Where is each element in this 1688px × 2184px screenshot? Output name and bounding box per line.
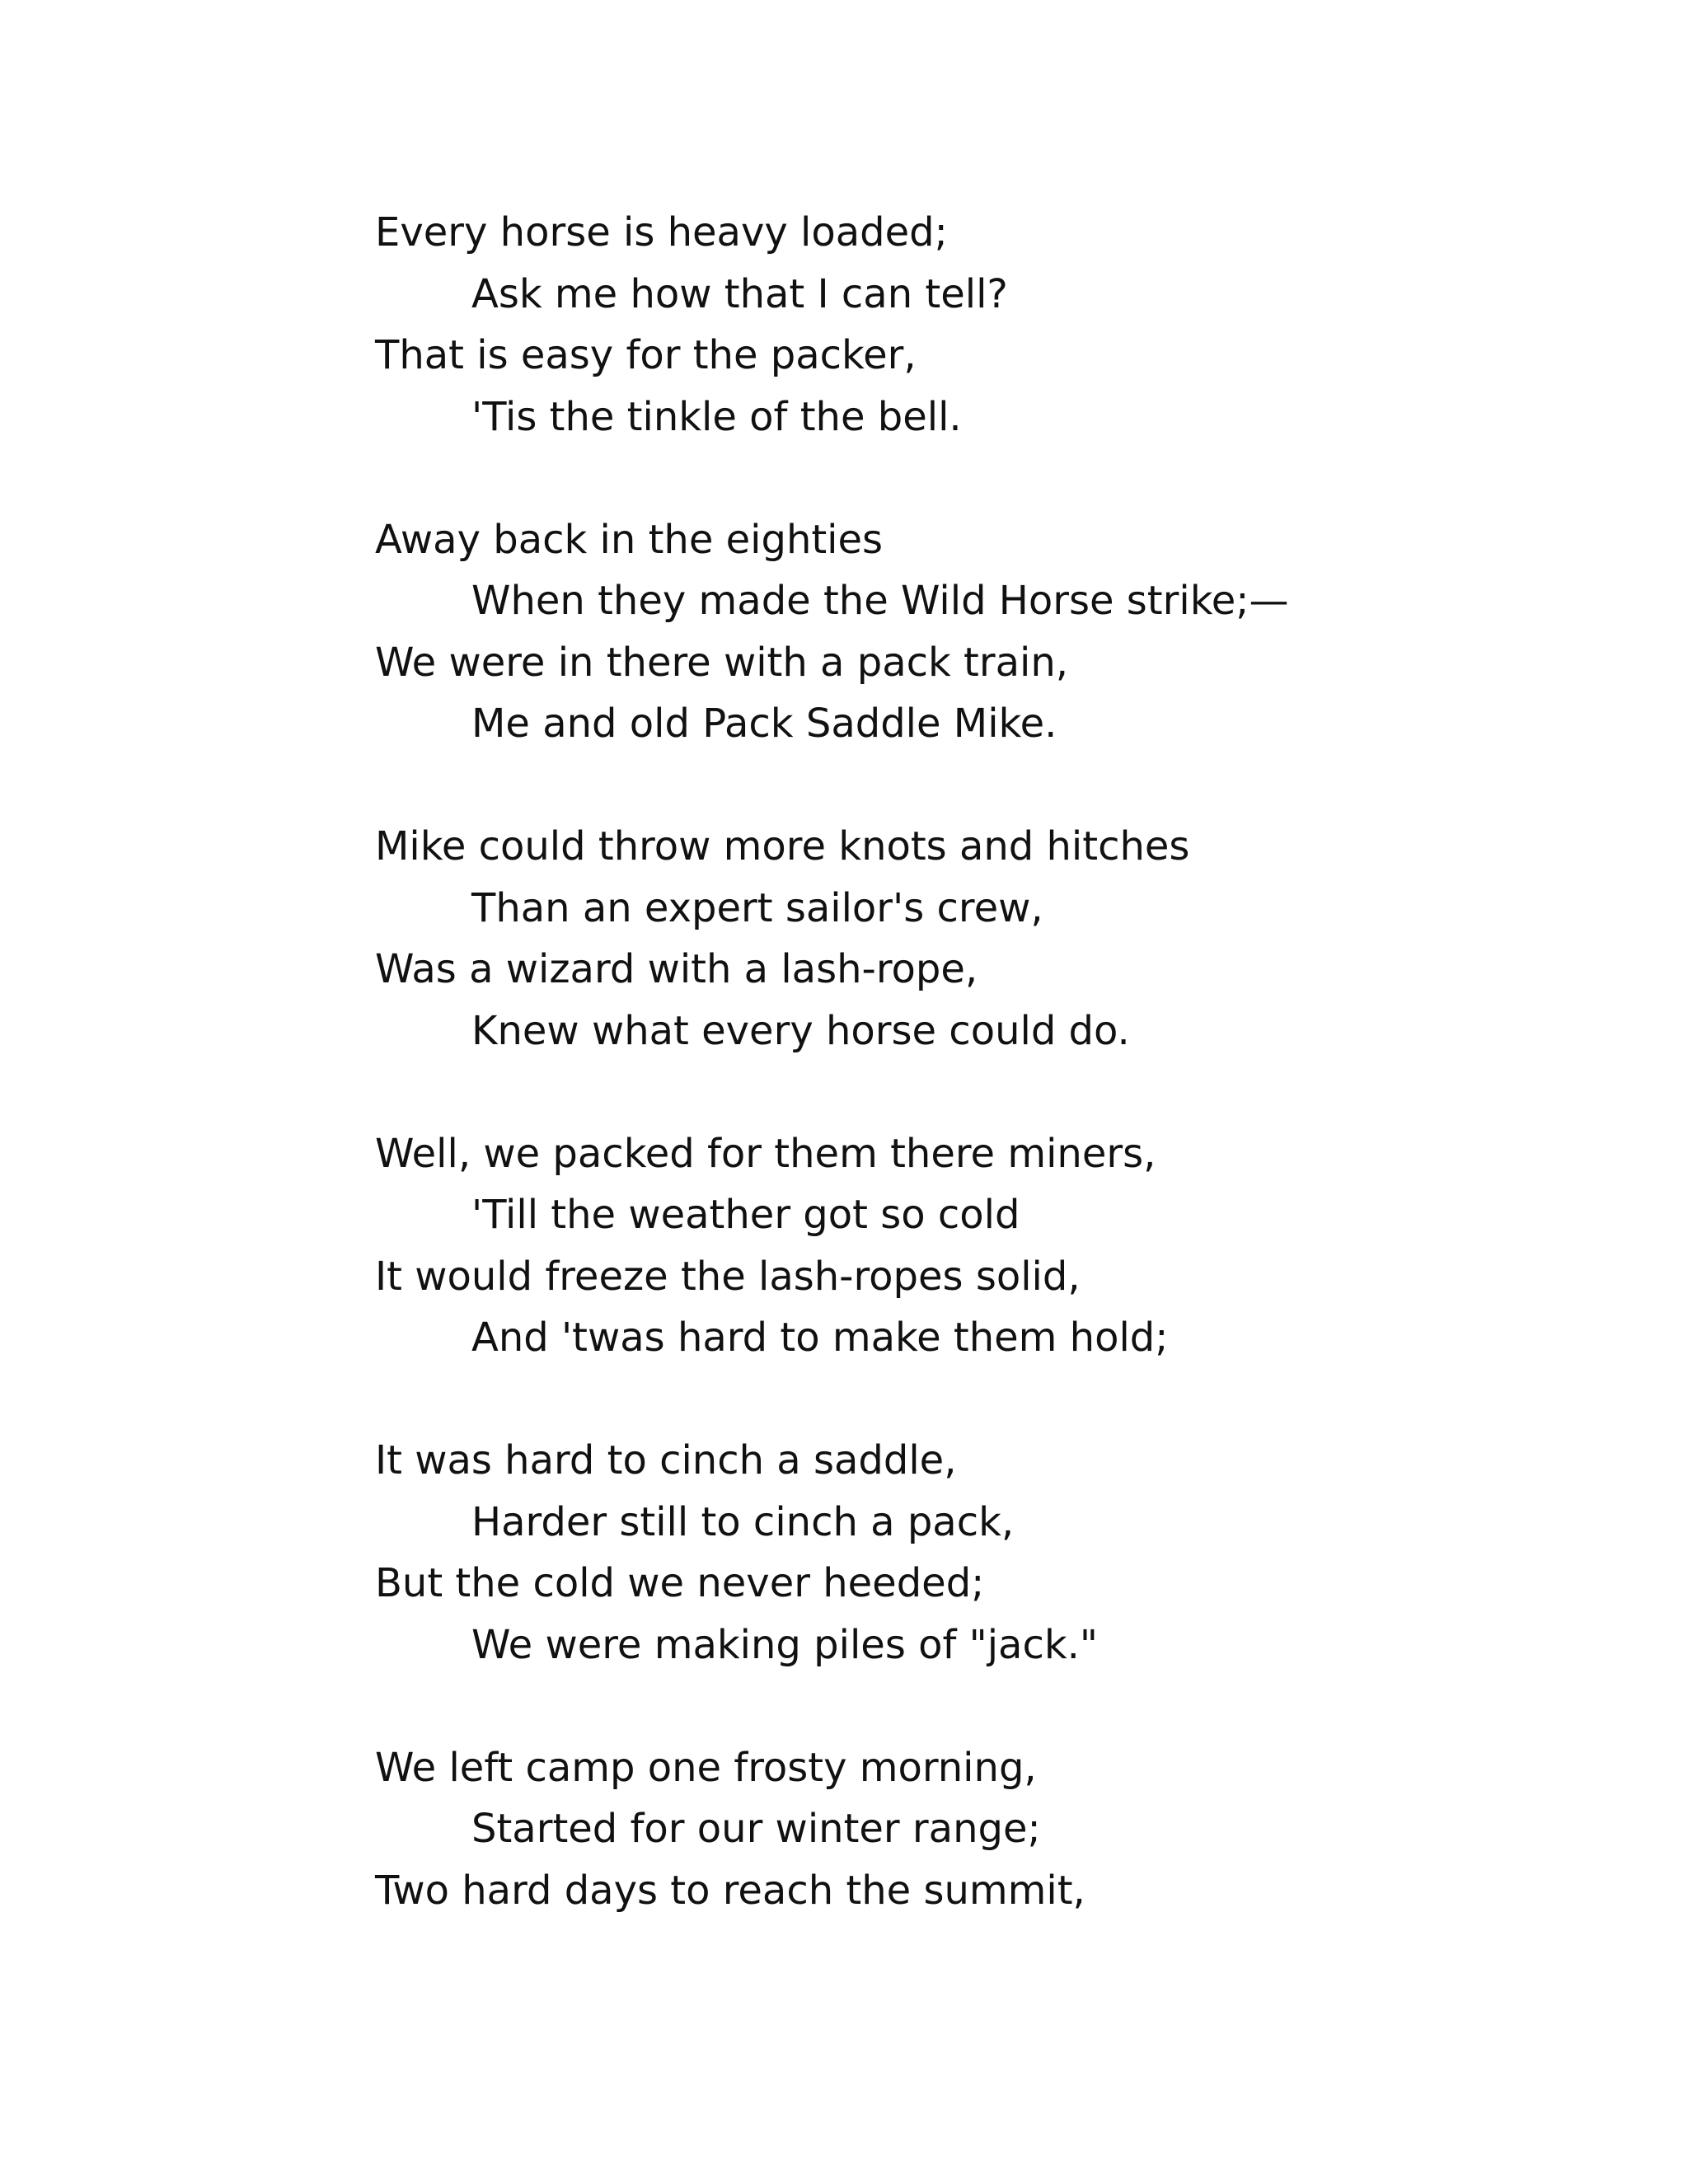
stanza-1 [375, 202, 1570, 448]
poem-line: And 'twas hard to make them hold; [471, 1315, 1169, 1361]
poem-line: We were making piles of "jack." [471, 1621, 1098, 1668]
poem-line: Two hard days to reach the summit, [375, 1867, 1085, 1914]
poem-line: It was hard to cinch a saddle, [375, 1437, 957, 1483]
poem-line: But the cold we never heeded; [375, 1560, 985, 1606]
poem-line: 'Till the weather got so cold [471, 1192, 1020, 1238]
stanza-5 [375, 1430, 1570, 1675]
poem-line: Every horse is heavy loaded; [375, 209, 948, 255]
stanza-4 [375, 1123, 1570, 1369]
poem-line: Ask me how that I can tell? [471, 270, 1008, 317]
poem-line: Me and old Pack Saddle Mike. [471, 701, 1057, 747]
stanza-3 [375, 816, 1570, 1062]
poem-line: Was a wizard with a lash-rope, [375, 946, 978, 992]
stanza-6 [375, 1737, 1570, 1922]
poem-line: 'Tis the tinkle of the bell. [471, 393, 962, 440]
poem-line: We left camp one frosty morning, [375, 1744, 1037, 1791]
stanza-2 [375, 509, 1570, 755]
poem-line: Knew what every horse could do. [471, 1007, 1130, 1054]
poem-line: Well, we packed for them there miners, [375, 1130, 1156, 1177]
poem-line: That is easy for the packer, [375, 332, 917, 378]
poem-line: We were in there with a pack train, [375, 639, 1069, 686]
poem-text [375, 202, 1570, 1983]
poem-line: Away back in the eighties [375, 516, 884, 563]
poem-line: Started for our winter range; [471, 1806, 1041, 1852]
poem-line: Harder still to cinch a pack, [471, 1498, 1015, 1545]
poem-line: It would freeze the lash-ropes solid, [375, 1253, 1081, 1300]
poem-line: Than an expert sailor's crew, [471, 884, 1043, 931]
poem-line: When they made the Wild Horse strike;— [471, 578, 1289, 624]
poem-line: Mike could throw more knots and hitches [375, 823, 1190, 869]
